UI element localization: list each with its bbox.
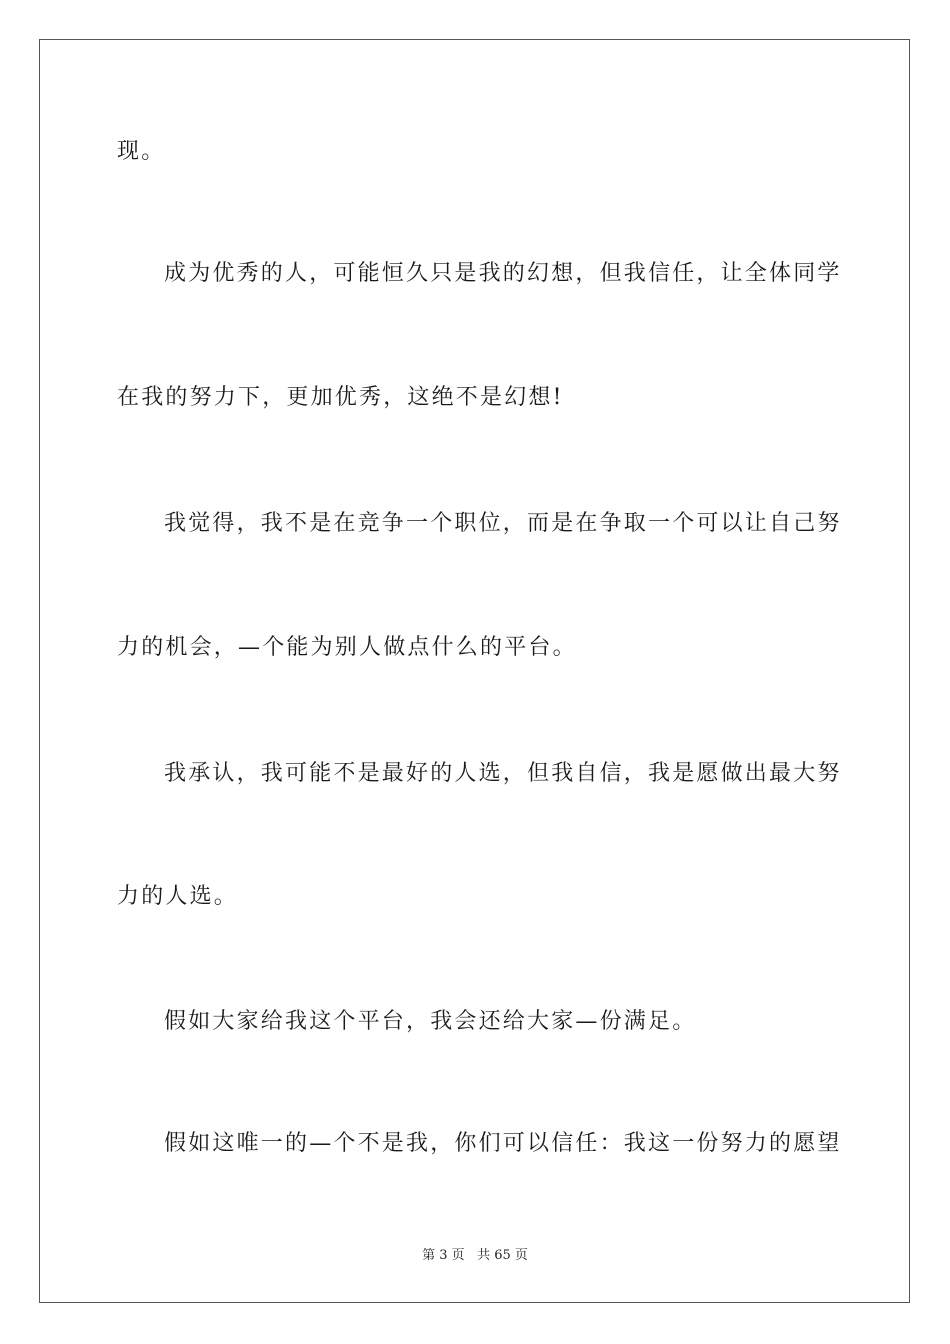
page-total: 共 65 页 — [477, 1248, 528, 1263]
text-line-8: 假如大家给我这个平台，我会还给大家—份满足。 — [164, 1009, 697, 1034]
text-line-3: 在我的努力下，更加优秀，这绝不是幻想! — [117, 385, 564, 410]
page-number: 第 3 页 — [422, 1248, 465, 1263]
text-line-2: 成为优秀的人，可能恒久只是我的幻想，但我信任，让全体同学 — [164, 261, 842, 286]
text-line-1: 现。 — [117, 139, 166, 164]
page-frame — [39, 39, 910, 1303]
text-line-6: 我承认，我可能不是最好的人选，但我自信，我是愿做出最大努 — [164, 761, 842, 786]
text-line-9: 假如这唯一的—个不是我，你们可以信任：我这一份努力的愿望 — [164, 1131, 842, 1156]
text-line-5: 力的机会，—个能为别人做点什么的平台。 — [117, 635, 577, 660]
text-line-4: 我觉得，我不是在竞争一个职位，而是在争取一个可以让自己努 — [164, 511, 842, 536]
page-footer — [0, 1247, 950, 1265]
text-line-7: 力的人选。 — [117, 884, 239, 909]
